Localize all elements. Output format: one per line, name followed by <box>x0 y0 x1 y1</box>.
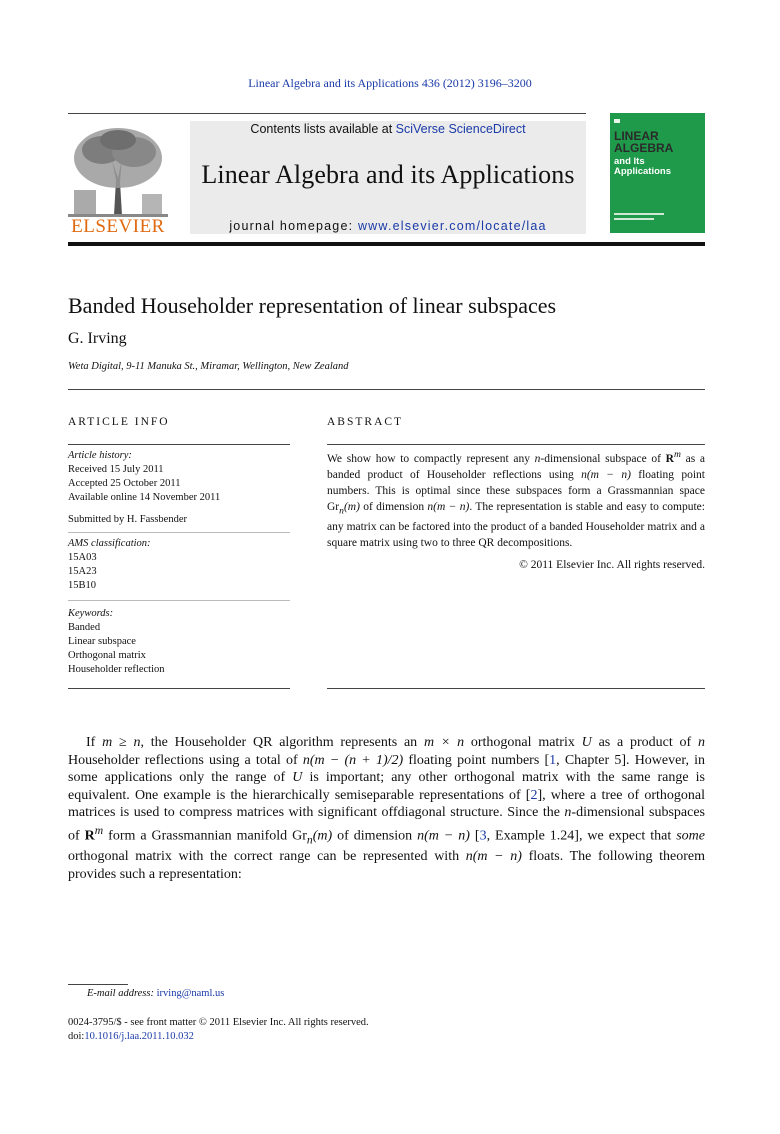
email-label: E-mail address: <box>87 988 157 999</box>
homepage-line <box>190 219 586 233</box>
abstract-rule-top <box>327 444 705 445</box>
received-date: Received 15 July 2011 <box>68 464 164 475</box>
email-link[interactable]: irving@naml.us <box>156 988 225 999</box>
cover-title <box>614 130 704 154</box>
cover-title-line1: LINEAR <box>614 129 659 143</box>
author-name: G. Irving <box>68 330 127 347</box>
homepage-link[interactable]: www.elsevier.com/locate/laa <box>357 219 547 233</box>
cover-sub-line1: and Its <box>614 156 645 167</box>
keywords <box>68 607 165 677</box>
journal-citation[interactable]: Linear Algebra and its Applications 436 (2012) 3196–3200 <box>248 76 532 90</box>
cover-sub-line2: Applications <box>614 166 672 177</box>
email-footnote <box>87 988 224 999</box>
article-info-rule-bottom <box>68 688 290 689</box>
ams-code: 15A23 <box>68 566 97 577</box>
history-label: Article history: <box>68 450 132 461</box>
doi-label: doi: <box>68 1031 85 1042</box>
cover-subtitle <box>614 157 704 177</box>
article-info-heading: ARTICLE INFO <box>68 416 170 428</box>
cover-title-line2: ALGEBRA <box>614 141 674 155</box>
header-rule <box>68 113 586 114</box>
keywords-label: Keywords: <box>68 608 114 619</box>
submitted-by: Submitted by H. Fassbender <box>68 514 187 525</box>
keyword: Householder reflection <box>68 664 165 675</box>
info-divider <box>68 600 290 601</box>
doi-link[interactable]: 10.1016/j.laa.2011.10.032 <box>84 1031 194 1042</box>
abstract-rule-bottom <box>327 688 705 689</box>
contents-prefix: Contents lists available at <box>250 122 396 136</box>
footnote-rule <box>68 984 128 985</box>
journal-name: Linear Algebra and its Applications <box>201 160 575 189</box>
reference-link[interactable]: 2 <box>530 787 538 803</box>
homepage-prefix: journal homepage: <box>229 219 358 233</box>
accepted-date: Accepted 25 October 2011 <box>68 478 181 489</box>
available-date: Available online 14 November 2011 <box>68 492 221 503</box>
header-thick-rule <box>68 242 705 246</box>
keyword: Banded <box>68 622 101 633</box>
contents-line <box>190 122 586 136</box>
author-affiliation: Weta Digital, 9-11 Manuka St., Miramar, Wellington, New Zealand <box>68 361 349 372</box>
sciencedirect-link[interactable]: SciVerse ScienceDirect <box>395 122 526 136</box>
affiliation-rule <box>68 389 705 390</box>
keyword: Linear subspace <box>68 636 136 647</box>
info-divider <box>68 532 290 533</box>
body-paragraph: If m ≥ n, the Householder QR algorithm represents an m × n orthogonal matrix U as a product of n Householder reflections using a total of n(m − (n + 1)/2) floating point numbers [1, Chapter 5]. However, in some applications only the range of U is important; any other orthogonal matrix with the same range is equivalent. One example is the hierarchically semiseparable representations of [2], where a tree of orthogonal matrices is used to compress matrices with significant offdiagonal structure. Since the n-dimensional subspaces of $R^m$ form a Grassmannian manifold $Gr_n(m)$ of dimension n(m − n) [3, Example 1.24], we expect that some orthogonal matrix with the correct range can be represented with n(m − n) floats. The following theorem provides such a representation: <box>68 735 706 882</box>
ams-label: AMS classification: <box>68 538 151 549</box>
publisher-name: ELSEVIER <box>71 216 165 237</box>
issn-line: 0024-3795/$ - see front matter © 2011 Elsevier Inc. All rights reserved. <box>68 1017 369 1028</box>
article-history <box>68 449 220 505</box>
reference-link[interactable]: 3 <box>479 828 487 844</box>
paper-title: Banded Householder representation of linear subspaces <box>68 293 557 318</box>
keyword: Orthogonal matrix <box>68 650 146 661</box>
ams-code: 15B10 <box>68 580 97 591</box>
ams-code: 15A03 <box>68 552 97 563</box>
doi-line <box>68 1031 194 1042</box>
abstract-text: We show how to compactly represent any n-dimensional subspace of $R^m$ as a banded product of Householder reflections using n(m − n) floating point numbers. This is optimal since these subspaces form a Grassmannian space $Gr_n(m)$ of dimension n(m − n). The representation is stable and easy to compute: any matrix can be factored into the product of a banded Householder matrix and a square matrix using two to three QR decompositions. <box>327 449 706 550</box>
reference-link[interactable]: 1 <box>549 752 557 768</box>
ams-classification <box>68 537 151 593</box>
article-info-rule-top <box>68 444 290 445</box>
elsevier-logo <box>66 120 170 238</box>
abstract-copyright: © 2011 Elsevier Inc. All rights reserved. <box>519 559 705 571</box>
abstract-heading: ABSTRACT <box>327 416 404 428</box>
